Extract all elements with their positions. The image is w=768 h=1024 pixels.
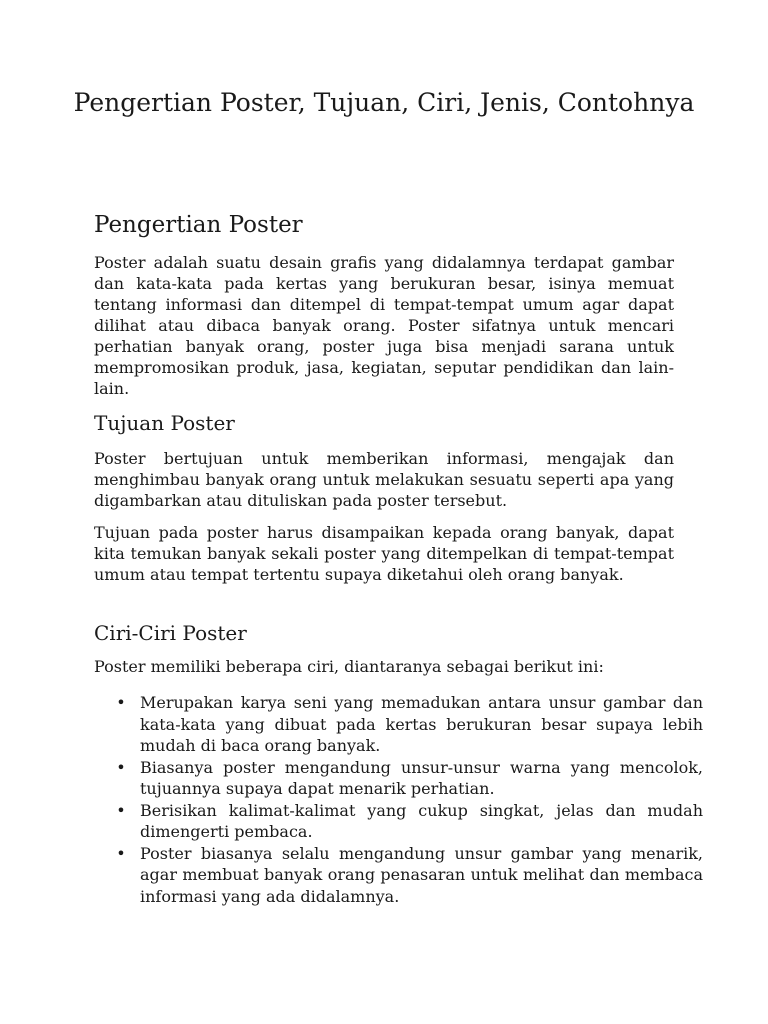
list-item (116, 800, 703, 843)
paragraph-tujuan-2: Tujuan pada poster harus disampaikan kepada orang banyak, dapat kita temukan banyak sekali poster yang ditempelkan di tempat-tempat umum atau tempat tertentu supaya diketahui oleh orang banyak. (94, 523, 674, 584)
section-heading-ciri: Ciri-Ciri Poster (94, 621, 247, 645)
paragraph-ciri-intro: Poster memiliki beberapa ciri, diantaranya sebagai berikut ini: (94, 657, 604, 676)
list-item-text: Berisikan kalimat-kalimat yang cukup singkat, jelas dan mudah dimengerti pembaca. (140, 800, 703, 841)
list-item-text: Biasanya poster mengandung unsur-unsur warna yang mencolok, tujuannya supaya dapat menarik perhatian. (140, 757, 703, 798)
bullet-icon: • (116, 843, 126, 863)
list-item (116, 843, 703, 908)
section-heading-tujuan: Tujuan Poster (94, 411, 235, 435)
list-item-text: Poster biasanya selalu mengandung unsur gambar yang menarik, agar membuat banyak orang penasaran untuk melihat dan membaca informasi yang ada didalamnya. (140, 843, 703, 906)
paragraph-tujuan-1: Poster bertujuan untuk memberikan informasi, mengajak dan menghimbau banyak orang untuk melakukan sesuatu seperti apa yang digambarkan atau dituliskan pada poster tersebut. (94, 449, 674, 510)
list-item-text: Merupakan karya seni yang memadukan antara unsur gambar dan kata-kata yang dibuat pada kertas berukuran besar supaya lebih mudah di baca orang banyak. (140, 693, 703, 755)
list-item (116, 757, 703, 800)
bullet-icon: • (116, 800, 126, 820)
bullet-icon: • (116, 757, 126, 777)
ciri-list (116, 692, 703, 907)
page-title: Pengertian Poster, Tujuan, Ciri, Jenis, Contohnya (73, 88, 695, 117)
paragraph-pengertian: Poster adalah suatu desain grafis yang didalamnya terdapat gambar dan kata-kata pada kertas yang berukuran besar, isinya memuat tentang informasi dan ditempel di tempat-tempat umum agar dapat dilihat atau dibaca banyak orang. Poster sifatnya untuk mencari perhatian banyak orang, poster juga bisa menjadi sarana untuk mempromosikan produk, jasa, kegiatan, seputar pendidikan dan lain-lain. (94, 253, 674, 398)
section-heading-pengertian: Pengertian Poster (94, 212, 303, 238)
list-item (116, 692, 703, 757)
bullet-icon: • (116, 693, 126, 712)
